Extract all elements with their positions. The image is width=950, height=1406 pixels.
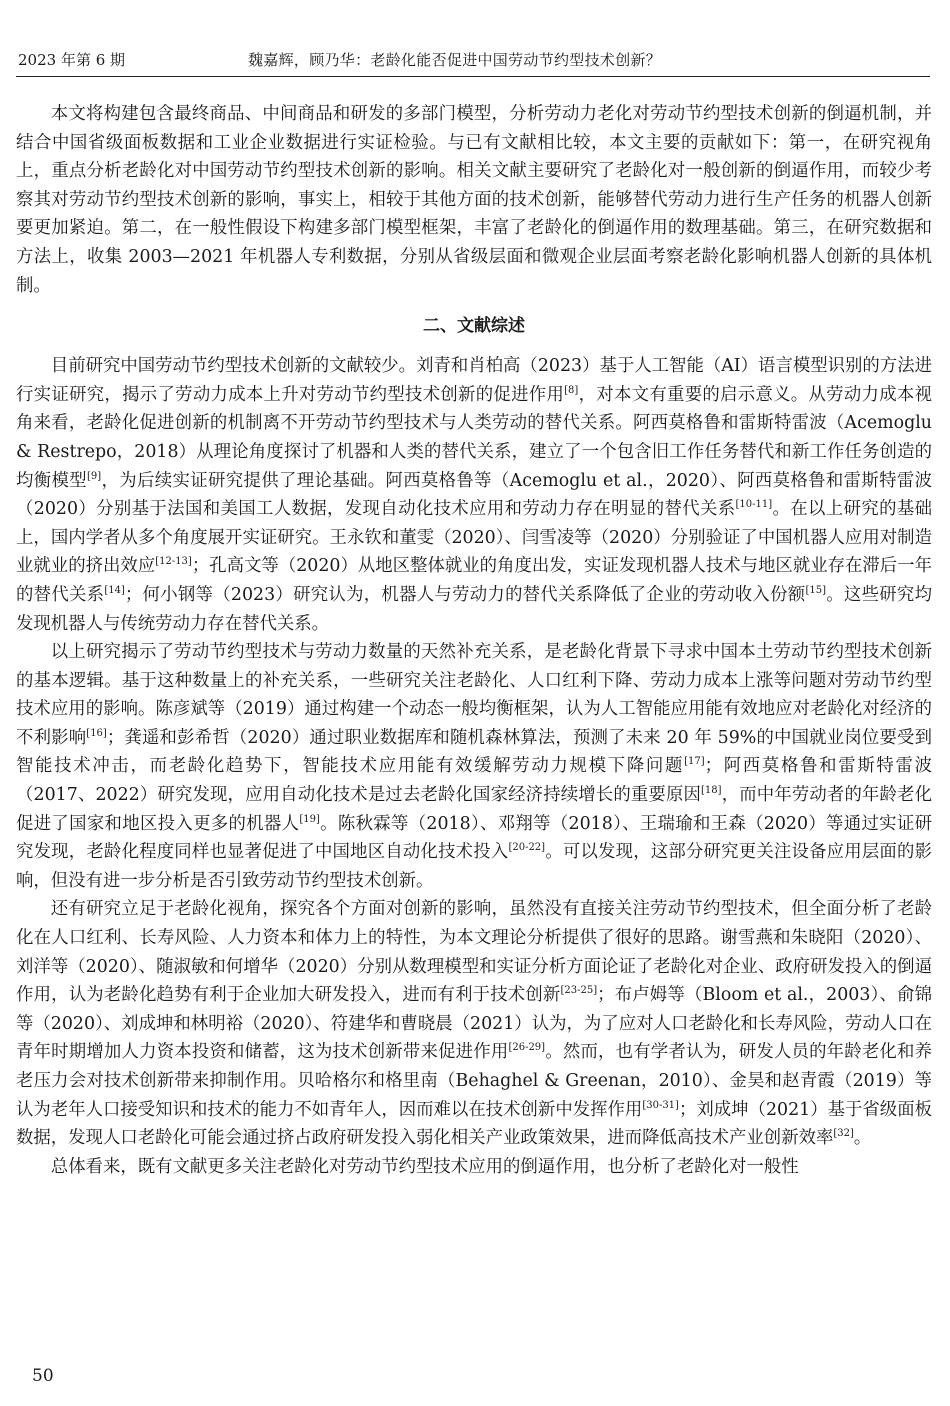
citation-32: [32] — [833, 1128, 854, 1140]
paragraph-text: ；何小钢等（2023）研究认为，机器人与劳动力的替代关系降低了企业的劳动收入份额 — [124, 584, 806, 605]
literature-paragraph-3 — [16, 895, 932, 1152]
literature-paragraph-1 — [16, 352, 932, 638]
literature-paragraph-4: 总体看来，既有文献更多关注老龄化对劳动节约型技术应用的倒逼作用，也分析了老龄化对一般性 — [50, 1156, 799, 1177]
paragraph-text: ；孔高文等（2020）从地区整体就业的角度出发，实证发现机器人技术与地区就业存在滞后一年的替代关系 — [16, 556, 932, 605]
paragraph-text: ；阿西莫格鲁和雷斯特雷波（2017、2022）研究发现，应用自动化技术是过去老龄化国家经济持续增长的重要原因 — [16, 756, 932, 806]
paragraph-text: ；布卢姆等（Bloom et al.，2003）、俞锦等（2020）、刘成坤和林明裕（2020）、符建华和曹晓晨（2021）认为，为了应对人口老龄化和长寿风险，劳动人口在青年时期增加人力资本投资和储蓄，这为技术创新带来促进作用 — [16, 985, 932, 1063]
citation-17: [17] — [684, 756, 705, 768]
section-heading: 二、文献综述 — [423, 316, 525, 337]
literature-paragraph-2 — [16, 638, 932, 895]
citation-10-11: [10-11] — [735, 499, 773, 511]
paragraph-text: 。然而，也有学者认为，研发人员的年龄老化和养老压力会对技术创新带来抑制作用。贝哈格尔和格里南（Behaghel & Greenan，2010）、金昊和赵青霞（2019）等认为老年人口接受知识和技术的能力不如青年人，因而难以在技术创新中发挥作用 — [16, 1042, 932, 1120]
paragraph-text: 。 — [853, 1128, 872, 1149]
page-number: 50 — [32, 1366, 54, 1386]
paragraph-text: ，而中年劳动者的年龄老化促进了国家和地区投入更多的机器人 — [16, 785, 932, 834]
intro-paragraph: 本文将构建包含最终商品、中间商品和研发的多部门模型，分析劳动力老化对劳动节约型技术创新的倒逼机制，并结合中国省级面板数据和工业企业数据进行实证检验。与已有文献相比较，本文主要的贡献如下：第一，在研究视角上，重点分析老龄化对中国劳动节约型技术创新的影响。相关文献主要研究了老龄化对一般创新的倒逼作用，而较少考察其对劳动节约型技术创新的影响，事实上，相较于其他方面的技术创新，能够替代劳动力进行生产任务的机器人创新要更加紧迫。第二，在一般性假设下构建多部门模型框架，丰富了老龄化的倒逼作用的数理基础。第三，在研究数据和方法上，收集 2003—2021 年机器人专利数据，分别从省级层面和微观企业层面考察老龄化影响机器人创新的具体机制。 — [16, 104, 932, 296]
article-running-title: 魏嘉辉，顾乃华：老龄化能否促进中国劳动节约型技术创新？ — [248, 51, 662, 69]
paragraph-text: ；龚遥和彭希哲（2020）通过职业数据库和随机森林算法，预测了未来 20 年 59%的中国就业岗位要受到智能技术冲击，而老龄化趋势下，智能技术应用能有效缓解劳动力规模下降问题 — [16, 727, 932, 777]
paragraph-text: 目前研究中国劳动节约型技术创新的文献较少。刘青和肖柏高（2023）基于人工智能（AI）语言模型识别的方法进行实证研究，揭示了劳动力成本上升对劳动节约型技术创新的促进作用 — [16, 356, 932, 405]
citation-16: [16] — [86, 728, 107, 740]
running-header — [16, 50, 930, 77]
citation-12-13: [12-13] — [155, 556, 192, 568]
citation-26-29: [26-29] — [508, 1042, 546, 1054]
journal-issue: 2023 年第 6 期 — [18, 51, 126, 69]
paragraph-text: ，对本文有重要的启示意义。从劳动力成本视角来看，老龄化促进创新的机制离不开劳动节约型技术与人类劳动的替代关系。阿西莫格鲁和雷斯特雷波（Acemoglu & Restrepo，2018）从理论角度探讨了机器和人类的替代关系，建立了一个包含旧工作任务替代和新工作任务创造的均衡模型 — [16, 384, 932, 491]
paragraph-text: 以上研究揭示了劳动节约型技术与劳动力数量的天然补充关系，是老龄化背景下寻求中国本土劳动节约型技术创新的基本逻辑。基于这种数量上的补充关系，一些研究关注老龄化、人口红利下降、劳动力成本上涨等问题对劳动节约型技术应用的影响。陈彦斌等（2019）通过构建一个动态一般均衡框架，认为人工智能应用能有效地应对老龄化对经济的不利影响 — [16, 642, 932, 748]
citation-9: [9] — [86, 470, 102, 482]
citation-30-31: [30-31] — [642, 1099, 679, 1111]
citation-14: [14] — [104, 585, 125, 597]
paragraph-text: ，为后续实证研究提供了理论基础。阿西莫格鲁等（Acemoglu et al.，2020）、阿西莫格鲁和雷斯特雷波（2020）分别基于法国和美国工人数据，发现自动化技术应用和劳动力存在明显的替代关系 — [16, 470, 932, 520]
citation-18: [18] — [701, 785, 722, 797]
citation-15: [15] — [805, 585, 826, 597]
paragraph-text: ；刘成坤（2021）基于省级面板数据，发现人口老龄化可能会通过挤占政府研发投入弱化相关产业政策效果，进而降低高技术产业创新效率 — [16, 1099, 932, 1149]
paragraph-text: 。在以上研究的基础上，国内学者从多个角度展开实证研究。王永钦和董雯（2020）、闫雪凌等（2020）分别验证了中国机器人应用对制造业就业的挤出效应 — [16, 499, 932, 577]
paragraph-text: 。可以发现，这部分研究更关注设备应用层面的影响，但没有进一步分析是否引致劳动节约型技术创新。 — [16, 842, 932, 891]
paragraph-text: 还有研究立足于老龄化视角，探究各个方面对创新的影响，虽然没有直接关注劳动节约型技术，但全面分析了老龄化在人口红利、长寿风险、人力资本和体力上的特性，为本文理论分析提供了很好的思路。谢雪燕和朱晓阳（2020）、刘洋等（2020）、随淑敏和何增华（2020）分别从数理模型和实证分析方面论证了老龄化对企业、政府研发投入的倒逼作用，认为老龄化趋势有利于企业加大研发投入，进而有利于技术创新 — [16, 899, 932, 1006]
citation-19: [19] — [299, 813, 320, 825]
citation-23-25: [23-25] — [560, 985, 598, 997]
paragraph-text: 。这些研究均发现机器人与传统劳动力存在替代关系。 — [16, 584, 932, 634]
article-body — [16, 100, 932, 1181]
citation-20-22: [20-22] — [508, 842, 546, 854]
citation-8: [8] — [564, 384, 579, 396]
paragraph-text: 。陈秋霖等（2018）、邓翔等（2018）、王瑞瑜和王森（2020）等通过实证研究发现，老龄化程度同样也显著促进了中国地区自动化技术投入 — [16, 813, 932, 863]
